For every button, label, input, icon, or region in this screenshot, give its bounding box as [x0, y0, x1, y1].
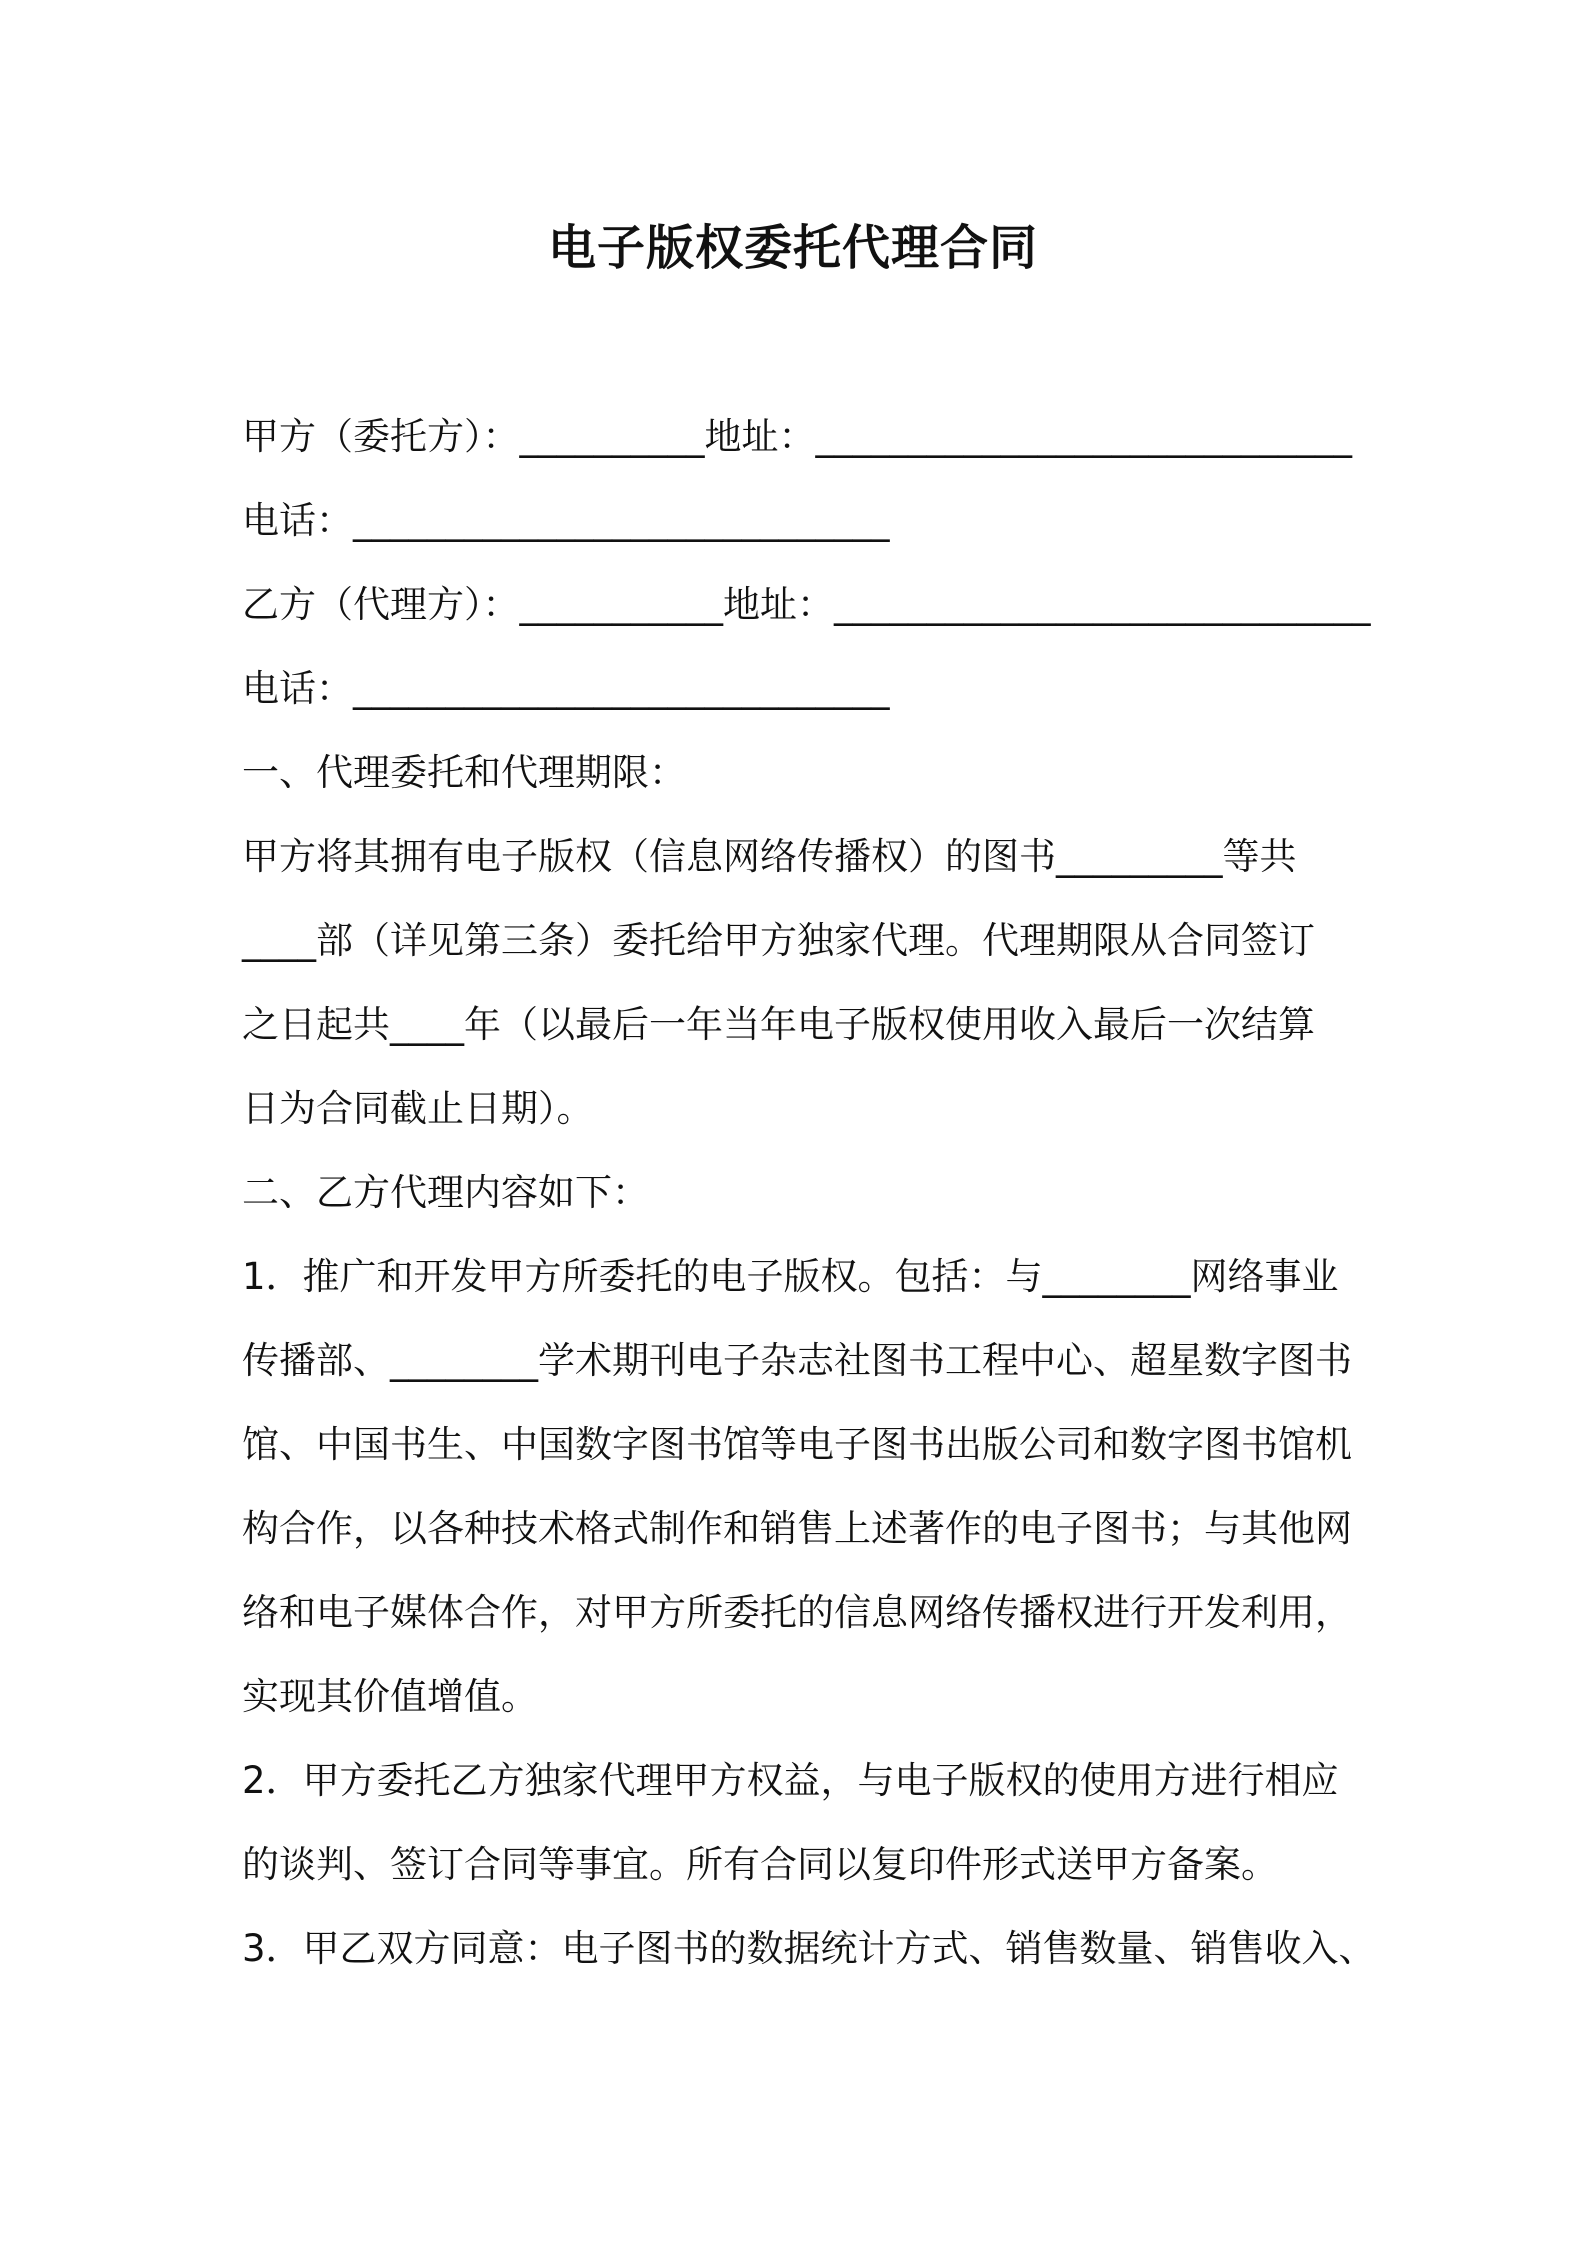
clause-1-text-line: 实现其价值增值。: [242, 1675, 538, 1718]
clause-1-text-line: 馆、中国书生、中国数字图书馆等电子图书出版公司和数字图书馆机: [242, 1423, 1352, 1466]
section-1-heading: 一、代理委托和代理期限：: [242, 751, 686, 794]
clause-1-text-line: 络和电子媒体合作，对甲方所委托的信息网络传播权进行开发利用，: [242, 1591, 1352, 1634]
party-a-line: 甲方（委托方）：__________地址：_____________________________: [242, 415, 1352, 458]
section-1-text-line: 甲方将其拥有电子版权（信息网络传播权）的图书_________等共: [242, 835, 1297, 878]
party-b-phone-line: 电话：_____________________________: [242, 667, 890, 710]
document-title: 电子版权委托代理合同: [547, 220, 1038, 276]
section-2-heading: 二、乙方代理内容如下：: [242, 1171, 649, 1214]
party-a-phone-line: 电话：_____________________________: [242, 499, 890, 542]
section-1-text-line: 之日起共____年（以最后一年当年电子版权使用收入最后一次结算: [242, 1003, 1315, 1046]
party-b-line: 乙方（代理方）：___________地址：_____________________________: [242, 583, 1371, 626]
clause-1-text-line: 传播部、________学术期刊电子杂志社图书工程中心、超星数字图书: [242, 1339, 1352, 1382]
document-body: [242, 395, 1492, 1991]
clause-2-text-line: 2．甲方委托乙方独家代理甲方权益，与电子版权的使用方进行相应: [242, 1759, 1339, 1802]
clause-1-text-line: 构合作，以各种技术格式制作和销售上述著作的电子图书；与其他网: [242, 1507, 1352, 1550]
section-1-text-line: 日为合同截止日期）。: [242, 1087, 594, 1130]
clause-2-text-line: 的谈判、签订合同等事宜。所有合同以复印件形式送甲方备案。: [242, 1843, 1278, 1886]
clause-1-text-line: 1．推广和开发甲方所委托的电子版权。包括：与________网络事业: [242, 1255, 1339, 1298]
section-1-text-line: ____部（详见第三条）委托给甲方独家代理。代理期限从合同签订: [242, 919, 1315, 962]
clause-3-text-line: 3．甲乙双方同意：电子图书的数据统计方式、销售数量、销售收入、: [242, 1927, 1376, 1970]
